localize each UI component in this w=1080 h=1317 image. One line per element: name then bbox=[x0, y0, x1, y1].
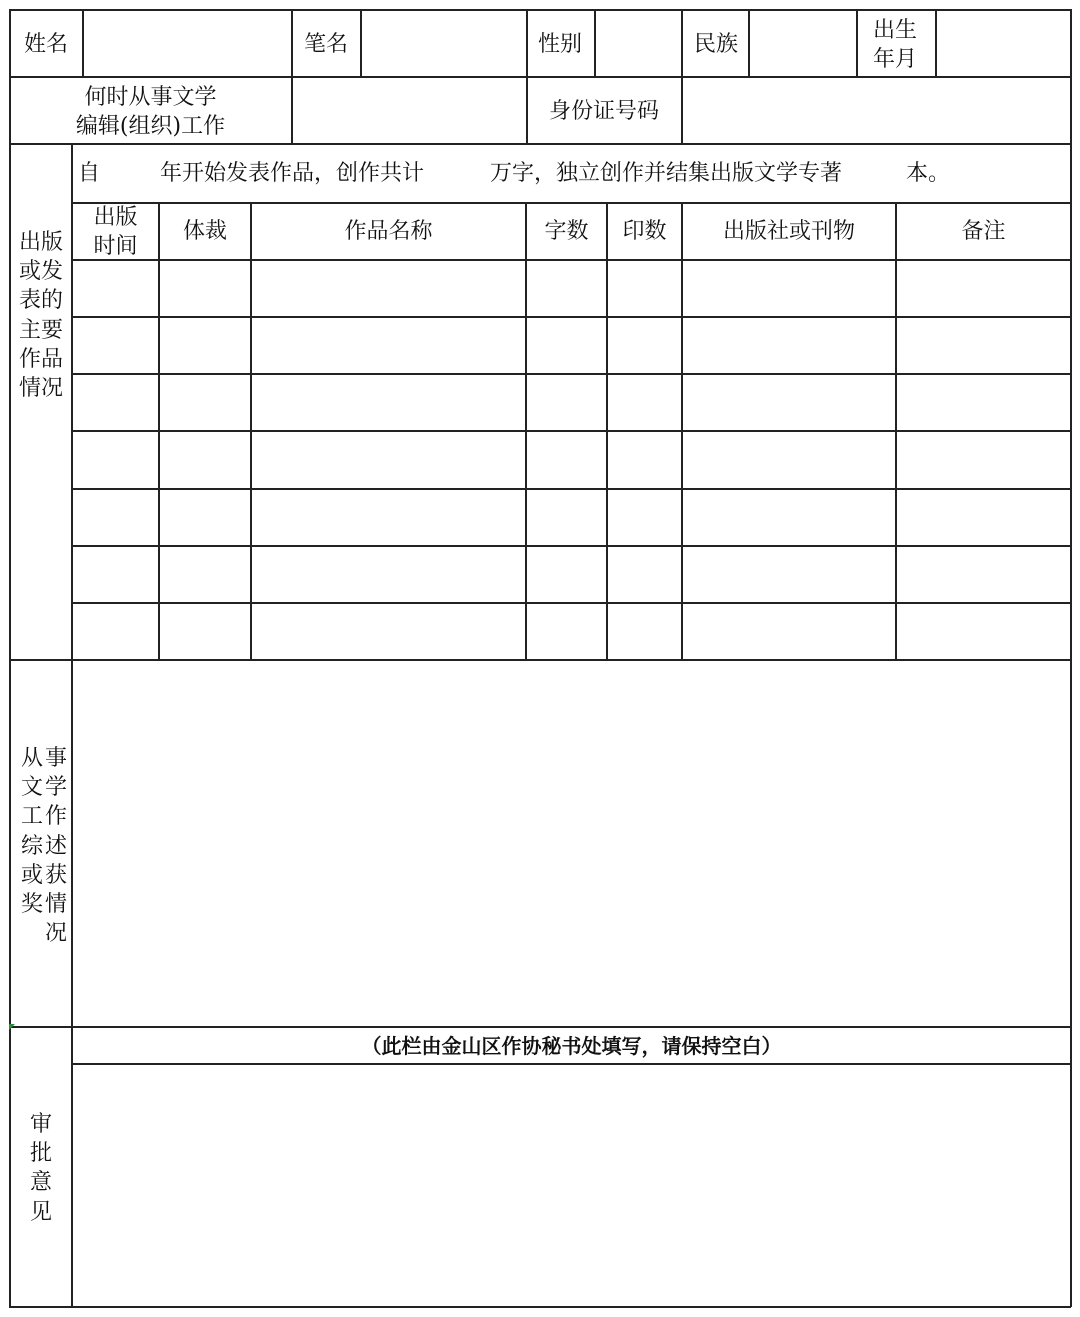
header-work-title: 作品名称 bbox=[344, 219, 433, 244]
table-row[interactable] bbox=[73, 261, 1070, 315]
col-divider bbox=[856, 9, 858, 77]
table-row[interactable] bbox=[73, 604, 1070, 658]
birth-label-line1: 出生 bbox=[873, 18, 918, 43]
works-intro-end: 本。 bbox=[906, 161, 951, 186]
id-number-field[interactable] bbox=[683, 78, 1069, 142]
career-label-col-a: 从文工综或奖 bbox=[20, 746, 43, 918]
corner-mark bbox=[9, 1024, 15, 1030]
table-row[interactable] bbox=[73, 375, 1070, 429]
header-print-run: 印数 bbox=[622, 219, 667, 244]
since-label-line2: 编辑(组织)工作 bbox=[75, 114, 226, 139]
birth-label-line2: 年月 bbox=[873, 47, 918, 72]
ethnicity-label: 民族 bbox=[694, 32, 739, 57]
table-row[interactable] bbox=[73, 432, 1070, 487]
total-words-field[interactable] bbox=[440, 150, 486, 196]
works-intro-total: 年开始发表作品，创作共计 bbox=[160, 161, 425, 186]
gender-label: 性别 bbox=[538, 32, 583, 57]
header-publish-time-line1: 出版 bbox=[93, 205, 138, 230]
career-label-col-b: 事学作述获情况 bbox=[44, 746, 67, 947]
penname-label: 笔名 bbox=[304, 32, 349, 57]
start-year-field[interactable] bbox=[104, 150, 156, 196]
header-note: 备注 bbox=[961, 219, 1006, 244]
approval-label: 审批意见 bbox=[29, 1112, 52, 1225]
border-left bbox=[9, 9, 11, 1307]
table-row[interactable] bbox=[73, 318, 1070, 372]
header-publisher: 出版社或刊物 bbox=[722, 219, 855, 244]
birth-field[interactable] bbox=[937, 11, 1069, 75]
border-bottom bbox=[9, 1306, 1071, 1308]
table-row[interactable] bbox=[73, 490, 1070, 544]
works-intro-start: 自 bbox=[78, 161, 101, 186]
approval-notice: （此栏由金山区作协秘书处填写，请保持空白） bbox=[361, 1034, 782, 1058]
name-field[interactable] bbox=[84, 11, 290, 75]
approval-opinion-field[interactable] bbox=[73, 1065, 1070, 1305]
works-section-label: 出版或发表的主要作品情况 bbox=[18, 230, 63, 402]
header-genre: 体裁 bbox=[182, 219, 227, 244]
since-field[interactable] bbox=[293, 78, 525, 142]
row-divider bbox=[9, 143, 1071, 145]
book-count-field[interactable] bbox=[860, 150, 904, 196]
gender-field[interactable] bbox=[596, 11, 680, 75]
name-label: 姓名 bbox=[24, 32, 69, 57]
header-word-count: 字数 bbox=[544, 219, 589, 244]
penname-field[interactable] bbox=[362, 11, 525, 75]
career-summary-field[interactable] bbox=[73, 661, 1070, 1025]
ethnicity-field[interactable] bbox=[750, 11, 855, 75]
since-label-line1: 何时从事文学 bbox=[84, 85, 217, 110]
works-intro-books: 万字，独立创作并结集出版文学专著 bbox=[490, 161, 843, 186]
row-divider bbox=[72, 202, 1071, 204]
id-label: 身份证号码 bbox=[548, 99, 659, 124]
table-row[interactable] bbox=[73, 547, 1070, 601]
border-right bbox=[1070, 9, 1072, 1307]
row-divider bbox=[9, 1026, 1071, 1028]
header-publish-time-line2: 时间 bbox=[93, 234, 138, 259]
